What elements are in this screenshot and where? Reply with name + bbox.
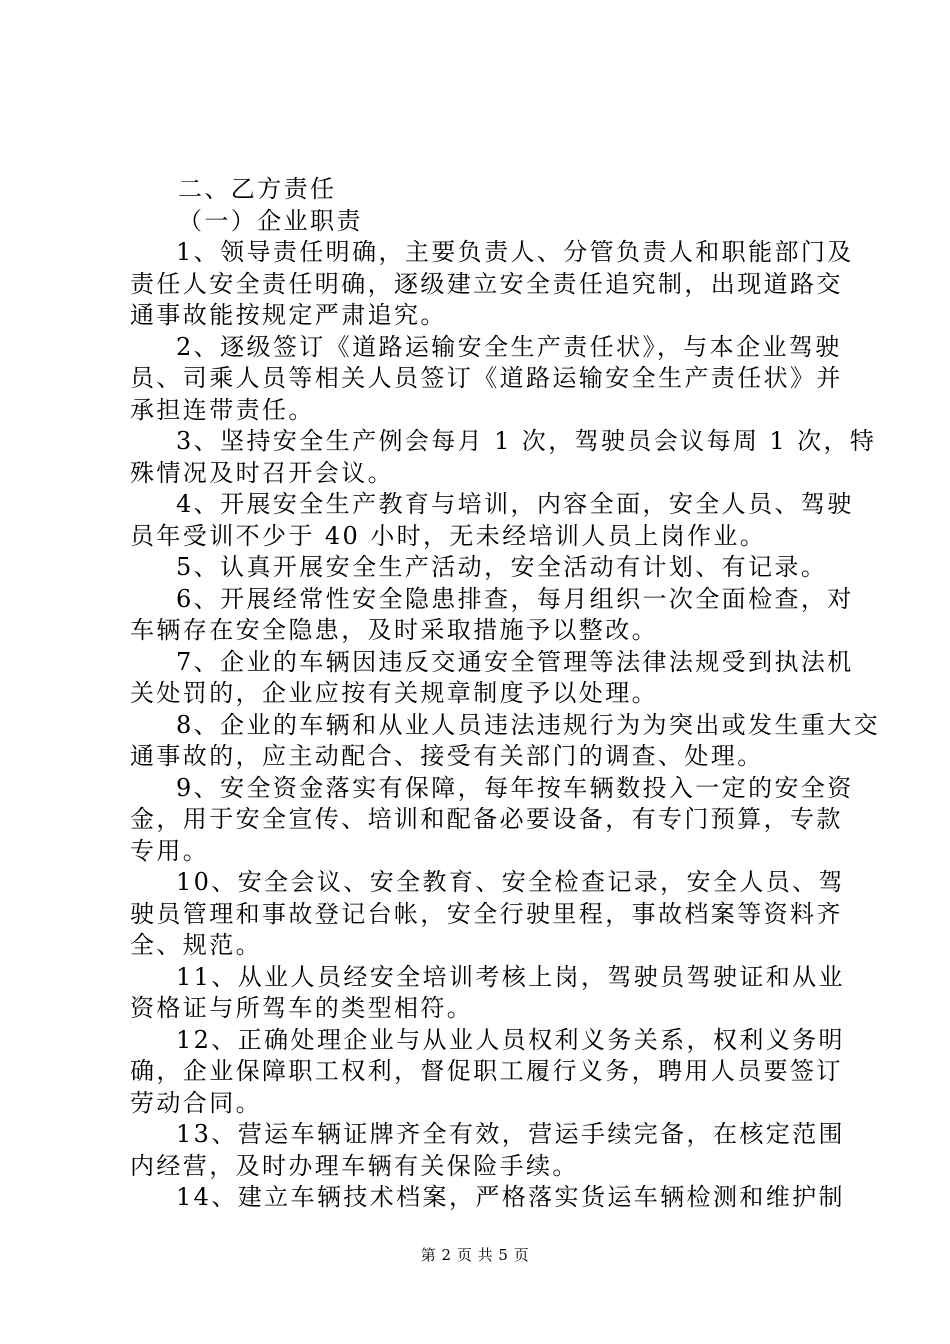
paragraph-line: 通事故的，应主动配合、接受有关部门的调查、处理。 bbox=[130, 742, 764, 770]
page-number: 第 2 页 共 5 页 bbox=[420, 1246, 530, 1264]
paragraph-line: 5、认真开展安全生产活动，安全活动有计划、有记录。 bbox=[176, 553, 828, 581]
paragraph-line: 全、规范。 bbox=[130, 931, 262, 959]
paragraph-line: 14、建立车辆技术档案，严格落实货运车辆检测和维护制 bbox=[176, 1183, 845, 1211]
paragraph-line: 8、企业的车辆和从业人员违法违规行为为突出或发生重大交 bbox=[176, 710, 881, 739]
paragraph-line: 13、营运车辆证牌齐全有效，营运手续完备，在核定范围 bbox=[176, 1120, 845, 1148]
paragraph-line: 4、开展安全生产教育与培训，内容全面，安全人员、驾驶 bbox=[176, 490, 854, 518]
paragraph-line: 员、司乘人员等相关人员签订《道路运输安全生产责任状》并 bbox=[130, 364, 843, 392]
document-body bbox=[130, 174, 881, 1214]
paragraph-line: 通事故能按规定严肃追究。 bbox=[130, 301, 447, 329]
paragraph-line: 专用。 bbox=[130, 836, 210, 865]
paragraph-line: 殊情况及时召开会议。 bbox=[130, 458, 394, 487]
subsection-heading: （一）企业职责 bbox=[178, 206, 363, 235]
paragraph-line: 11、从业人员经安全培训考核上岗，驾驶员驾驶证和从业 bbox=[176, 962, 845, 991]
paragraph-line: 员年受训不少于 40 小时，无未经培训人员上岗作业。 bbox=[130, 521, 767, 550]
paragraph-line: 确，企业保障职工权利，督促职工履行义务，聘用人员要签订 bbox=[130, 1057, 843, 1085]
paragraph-line: 2、逐级签订《道路运输安全生产责任状》，与本企业驾驶 bbox=[176, 332, 842, 361]
paragraph-line: 12、正确处理企业与从业人员权利义务关系，权利义务明 bbox=[176, 1025, 845, 1054]
paragraph-line: 7、企业的车辆因违反交通安全管理等法律法规受到执法机 bbox=[176, 647, 854, 676]
paragraph-line: 关处罚的，企业应按有关规章制度予以处理。 bbox=[130, 679, 658, 707]
paragraph-line: 劳动合同。 bbox=[130, 1088, 262, 1117]
paragraph-line: 1、领导责任明确，主要负责人、分管负责人和职能部门及 bbox=[176, 238, 854, 266]
paragraph-line: 资格证与所驾车的类型相符。 bbox=[130, 994, 474, 1022]
paragraph-line: 车辆存在安全隐患，及时采取措施予以整改。 bbox=[130, 616, 658, 644]
paragraph-line: 承担连带责任。 bbox=[130, 395, 315, 424]
paragraph-line: 9、安全资金落实有保障，每年按车辆数投入一定的安全资 bbox=[176, 773, 854, 802]
paragraph-line: 10、安全会议、安全教育、安全检查记录，安全人员、驾 bbox=[176, 868, 845, 896]
paragraph-line: 驶员管理和事故登记台帐，安全行驶里程，事故档案等资料齐 bbox=[130, 899, 843, 928]
paragraph-line: 6、开展经常性安全隐患排查，每月组织一次全面检查，对 bbox=[176, 584, 854, 613]
paragraph-line: 3、坚持安全生产例会每月 1 次，驾驶员会议每周 1 次，特 bbox=[176, 427, 877, 455]
paragraph-line: 金，用于安全宣传、培训和配备必要设备，有专门预算，专款 bbox=[130, 805, 843, 833]
section-heading: 二、乙方责任 bbox=[178, 175, 337, 203]
paragraph-line: 内经营，及时办理车辆有关保险手续。 bbox=[130, 1151, 579, 1180]
paragraph-line: 责任人安全责任明确，逐级建立安全责任追究制，出现道路交 bbox=[130, 269, 843, 298]
